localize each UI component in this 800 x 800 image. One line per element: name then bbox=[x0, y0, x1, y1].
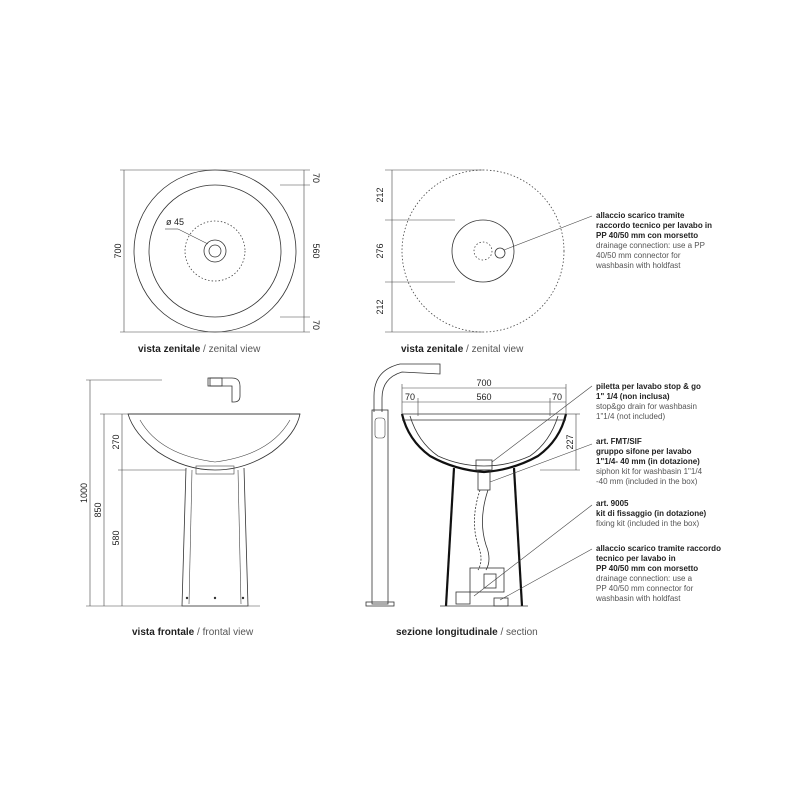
dim-1000-label: 1000 bbox=[79, 482, 89, 504]
top-drain-leader bbox=[504, 216, 592, 250]
dim-227-label: 227 bbox=[565, 434, 575, 450]
dim-276-label: 276 bbox=[375, 243, 385, 259]
caption-frontal: vista frontale / frontal view bbox=[132, 627, 254, 638]
note-bottom-drain: allaccio scarico tramite raccordo tecnico per lavabo in PP 40/50 mm con morsetto drainage connection: use a PP 40/50 mm connector for washbasin with holdfast bbox=[596, 544, 721, 603]
dim-700-label: 700 bbox=[113, 243, 123, 259]
dim-70-top-label: 70 bbox=[311, 172, 321, 184]
frontal-view-washbasin bbox=[128, 378, 300, 606]
zenital-view-basin-dotted bbox=[402, 170, 564, 332]
dim-70-bottom-label: 70 bbox=[311, 319, 321, 331]
note-top-drain: allaccio scarico tramite raccordo tecnico per lavabo in PP 40/50 mm con morsetto drainage connection: use a PP 40/50 mm connector for washbasin with holdfast bbox=[596, 211, 713, 270]
caption-section: sezione longitudinale / section bbox=[396, 627, 538, 638]
dim-212-top-label: 212 bbox=[375, 187, 385, 203]
dim-line-left-vertical bbox=[385, 170, 483, 332]
caption-zenital-right: vista zenitale / zenital view bbox=[401, 344, 524, 355]
dim-section-560-label: 560 bbox=[476, 392, 492, 402]
dim-560-label: 560 bbox=[311, 243, 321, 259]
dim-section-70-right-label: 70 bbox=[551, 392, 563, 402]
note-siphon: art. FMT/SIF gruppo sifone per lavabo 1"1/4- 40 mm (in dotazione) siphon kit for washbasin 1"1/4 -40 mm (included in the box) bbox=[596, 437, 703, 486]
dim-section-700-label: 700 bbox=[476, 378, 492, 388]
zenital-view-basin bbox=[134, 170, 296, 332]
dim-212-bottom-label: 212 bbox=[375, 299, 385, 315]
note-fixing: art. 9005 kit di fissaggio (in dotazione) fixing kit (included in the box) bbox=[596, 499, 707, 528]
dim-580-label: 580 bbox=[111, 530, 121, 546]
dim-section-70-left-label: 70 bbox=[404, 392, 416, 402]
drain-diameter-label: ø 45 bbox=[166, 217, 185, 227]
note-stopgo: piletta per lavabo stop & go 1" 1/4 (non inclusa) stop&go drain for washbasin 1"1/4 (not included) bbox=[596, 382, 701, 421]
dim-270-label: 270 bbox=[111, 434, 121, 450]
dim-850-label: 850 bbox=[93, 502, 103, 518]
caption-zenital-left: vista zenitale / zenital view bbox=[138, 344, 261, 355]
section-view-washbasin bbox=[366, 364, 566, 606]
